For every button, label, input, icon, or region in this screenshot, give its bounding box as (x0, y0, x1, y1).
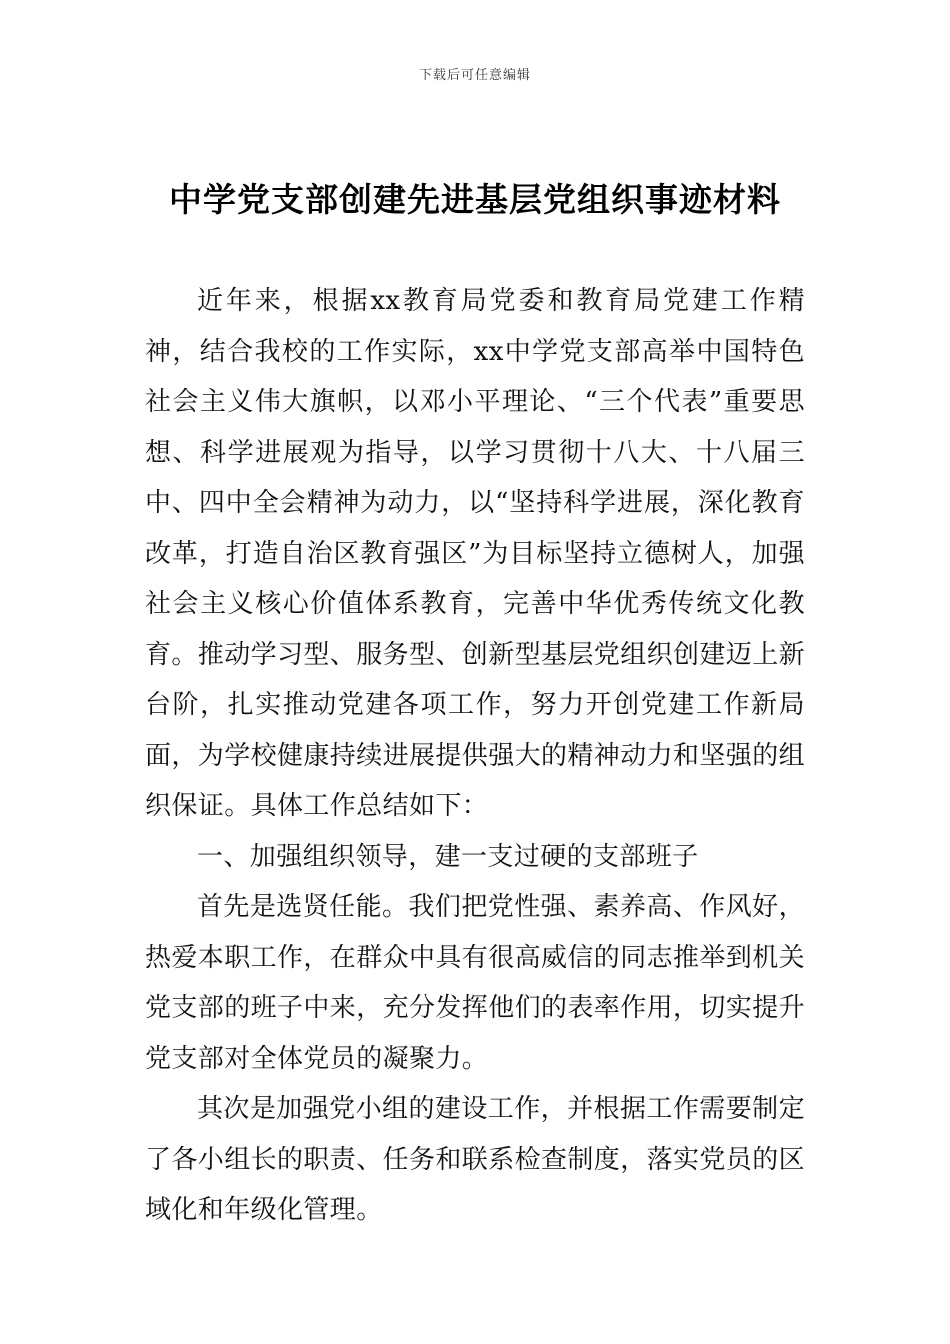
document-title: 中学党支部创建先进基层党组织事迹材料 (169, 180, 781, 219)
paragraph-first: 首先是选贤任能。我们把党性强、素养高、作风好，热爱本职工作，在群众中具有很高威信的同志推举到机关党支部的班子中来，充分发挥他们的表率作用，切实提升党支部对全体党员的凝聚力。 (145, 892, 806, 1074)
header-note: 下载后可任意编辑 (418, 68, 531, 83)
paragraph-intro: 近年来，根据xx教育局党委和教育局党建工作精神，结合我校的工作实际，xx中学党支部高举中国特色社会主义伟大旗帜，以邓小平理论、“三个代表”重要思想、科学进展观为指导，以学习贯彻十八大、十八届三中、四中全会精神为动力，以“坚持科学进展，深化教育改革，打造自治区教育强区”为目标坚持立德树人，加强社会主义核心价值体系教育，完善中华优秀传统文化教育。推动学习型、服务型、创新型基层党组织创建迈上新台阶，扎实推动党建各项工作，努力开创党建工作新局面，为学校健康持续进展提供强大的精神动力和坚强的组织保证。具体工作总结如下： (145, 286, 806, 821)
section-heading-1: 一、加强组织领导，建一支过硬的支部班子 (197, 841, 699, 872)
paragraph-second: 其次是加强党小组的建设工作，并根据工作需要制定了各小组长的职责、任务和联系检查制度，落实党员的区域化和年级化管理。 (145, 1094, 806, 1225)
document-body (145, 276, 805, 1236)
